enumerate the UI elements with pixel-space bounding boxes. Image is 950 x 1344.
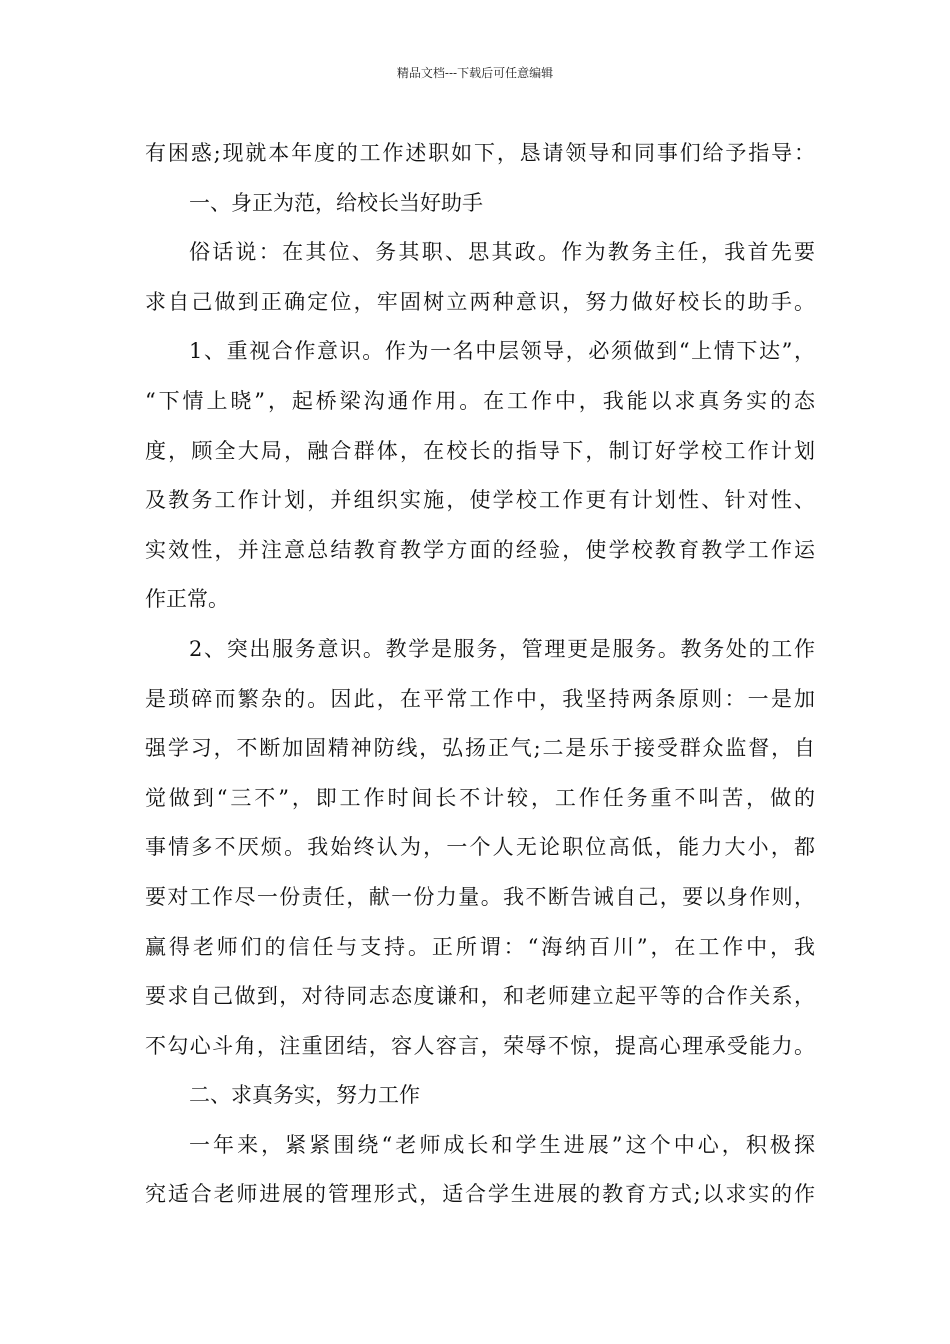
text-line: 一年来，紧紧围绕“老师成长和学生进展”这个中心，积极探 <box>189 1132 815 1157</box>
text-line: 作正常。 <box>145 587 229 612</box>
text-line: 要求自己做到，对待同志态度谦和，和老师建立起平等的合作关系， <box>145 984 815 1009</box>
text-line: 实效性，并注意总结教育教学方面的经验，使学校教育教学工作运 <box>145 537 815 562</box>
document-body <box>145 129 815 1220</box>
text-line: 强学习，不断加固精神防线，弘扬正气;二是乐于接受群众监督，自 <box>145 736 815 761</box>
section-heading: 二、求真务实，努力工作 <box>189 1083 420 1108</box>
text-line: 度，顾全大局，融合群体，在校长的指导下，制订好学校工作计划 <box>145 438 815 463</box>
text-line: 不勾心斗角，注重团结，容人容言，荣辱不惊，提高心理承受能力。 <box>145 1033 815 1058</box>
text-line: “下情上晓”，起桥梁沟通作用。在工作中，我能以求真务实的态 <box>145 388 815 413</box>
text-line: 及教务工作计划，并组织实施，使学校工作更有计划性、针对性、 <box>145 488 815 513</box>
text-line: 俗话说：在其位、务其职、思其政。作为教务主任，我首先要 <box>189 240 815 265</box>
text-line: 2、突出服务意识。教学是服务，管理更是服务。教务处的工作 <box>189 636 815 661</box>
text-line: 觉做到“三不”，即工作时间长不计较，工作任务重不叫苦，做的 <box>145 785 815 810</box>
text-line: 究适合老师进展的管理形式，适合学生进展的教育方式;以求实的作 <box>145 1182 815 1207</box>
text-line: 事情多不厌烦。我始终认为，一个人无论职位高低，能力大小，都 <box>145 835 815 860</box>
text-line: 有困惑;现就本年度的工作述职如下，恳请领导和同事们给予指导： <box>145 141 815 165</box>
text-line: 求自己做到正确定位，牢固树立两种意识，努力做好校长的助手。 <box>145 289 815 314</box>
text-line: 是琐碎而繁杂的。因此，在平常工作中，我坚持两条原则：一是加 <box>145 686 815 711</box>
text-line: 赢得老师们的信任与支持。正所谓：“海纳百川”，在工作中，我 <box>145 934 815 959</box>
section-heading: 一、身正为范，给校长当好助手 <box>189 190 483 215</box>
page-header: 精品文档---下载后可任意编辑 <box>396 66 554 80</box>
text-line: 1、重视合作意识。作为一名中层领导，必须做到“上情下达”， <box>189 339 815 364</box>
text-line: 要对工作尽一份责任，献一份力量。我不断告诫自己，要以身作则， <box>145 884 815 909</box>
